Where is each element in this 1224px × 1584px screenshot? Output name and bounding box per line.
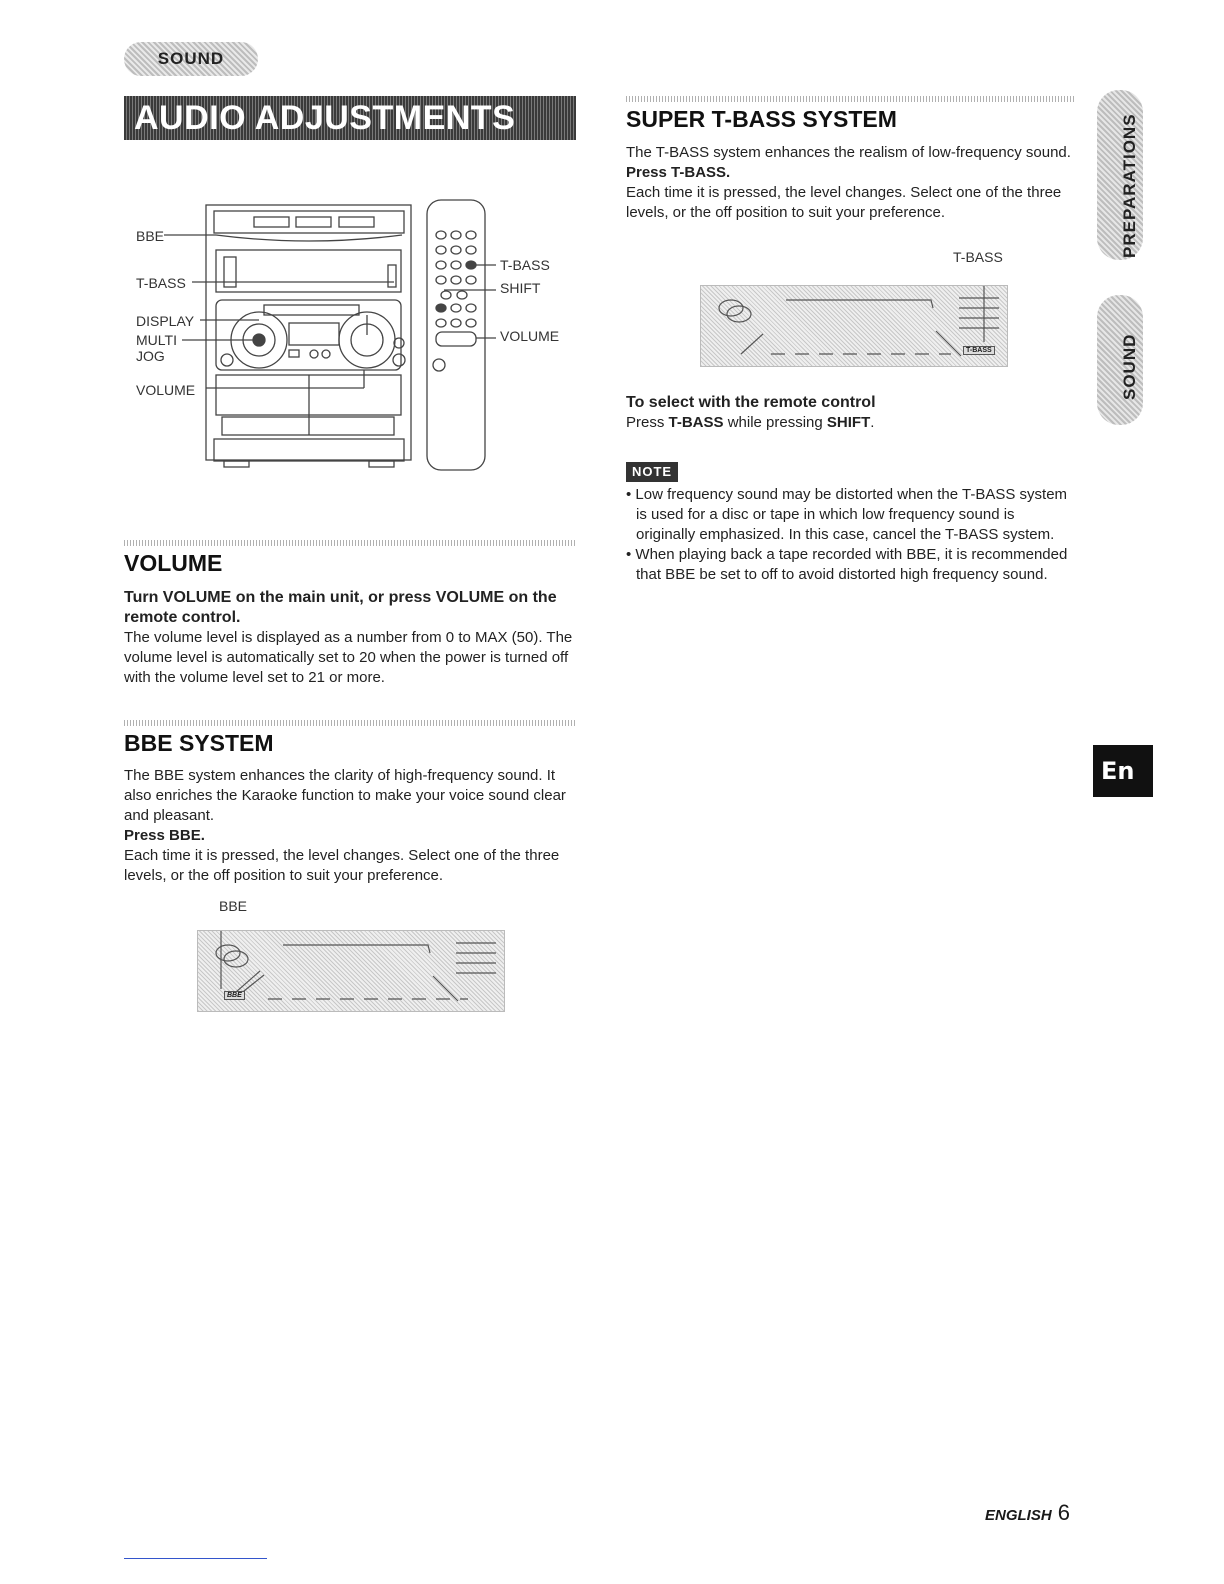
volume-text: The volume level is displayed as a number from 0 to MAX (50). The volume level is automatically set to 20 when the power is turned off with the volume level set to 21 or more. (124, 629, 573, 686)
side-tab-sound-label: SOUND (1120, 333, 1139, 400)
page-number: 6 (1057, 1500, 1070, 1525)
note-badge: NOTE (626, 462, 678, 482)
bbe-display-label: BBE (219, 898, 248, 914)
note-item-text: When playing back a tape recorded with BBE, it is recommended that BBE be set to off to avoid distorted high frequency sound. (635, 546, 1068, 583)
tbass-display-label: T-BASS (953, 249, 1003, 265)
label-tbass-remote: T-BASS (500, 257, 550, 273)
bbe-display-panel (197, 930, 505, 1012)
tbass-display-panel (700, 285, 1008, 367)
bbe-text2: Each time it is pressed, the level changes. Select one of the three levels, or the off position to suit your preference. (124, 847, 560, 884)
volume-heading: VOLUME (124, 550, 223, 576)
remote-mid: while pressing (723, 414, 827, 431)
remote-outline (427, 200, 485, 470)
remote-key-tbass: T-BASS (668, 414, 724, 431)
bbe-heading: BBE SYSTEM (124, 730, 274, 756)
remote-heading: To select with the remote control (626, 394, 876, 411)
label-shift-remote: SHIFT (500, 280, 541, 296)
bbe-text: The BBE system enhances the clarity of high-frequency sound. It also enriches the Karaoke function to make your voice sound clear and pleasant. (124, 767, 566, 824)
section-tab-sound: SOUND (124, 42, 258, 76)
note-item-text: Low frequency sound may be distorted when the T-BASS system is used for a disc or tape in which low frequency sound is originally emphasized. In this case, cancel the T-BASS system. (635, 486, 1068, 543)
label-display: DISPLAY (136, 313, 195, 329)
page-title-banner: AUDIO ADJUSTMENTS (124, 96, 576, 140)
tbass-heading: SUPER T-BASS SYSTEM (626, 106, 897, 132)
list-item: • When playing back a tape recorded with BBE, it is recommended that BBE be set to off to avoid distorted high frequency sound. (626, 546, 1068, 583)
label-multi-jog: MULTI JOG (136, 332, 177, 364)
page-footer (985, 1500, 1070, 1526)
tbass-display-badge: T-BASS (963, 346, 995, 355)
tbass-display-graphic (701, 286, 1007, 366)
tbass-text2: Each time it is pressed, the level changes. Select one of the three levels, or the off position to suit your preference. (626, 184, 1062, 221)
remote-instruction (626, 413, 1076, 433)
section-divider (124, 720, 576, 726)
remote-key-shift: SHIFT (826, 414, 871, 431)
section-divider (626, 96, 1076, 102)
footer-language: ENGLISH (985, 1507, 1052, 1524)
label-bbe: BBE (136, 228, 165, 244)
list-item: • Low frequency sound may be distorted when the T-BASS system is used for a disc or tape in which low frequency sound is originally emphasized. In this case, cancel the T-BASS system. (626, 486, 1068, 543)
footer-rule (124, 1558, 267, 1559)
volume-instruction: Turn VOLUME on the main unit, or press VOLUME on the remote control. (124, 589, 557, 626)
label-volume-remote: VOLUME (500, 328, 560, 344)
side-tab-preparations-label: PREPARATIONS (1120, 113, 1139, 258)
bbe-display-badge: BBE (224, 991, 245, 1000)
label-tbass: T-BASS (136, 275, 186, 291)
tbass-press: Press T-BASS. (626, 164, 731, 181)
note-list (626, 485, 1074, 585)
bbe-press: Press BBE. (124, 827, 205, 844)
language-tab: En (1093, 745, 1153, 797)
remote-end: . (870, 414, 875, 431)
tbass-text: The T-BASS system enhances the realism of low-frequency sound. (626, 144, 1071, 161)
remote-press-prefix: Press (626, 414, 669, 431)
label-volume-unit: VOLUME (136, 382, 196, 398)
section-divider (124, 540, 576, 546)
